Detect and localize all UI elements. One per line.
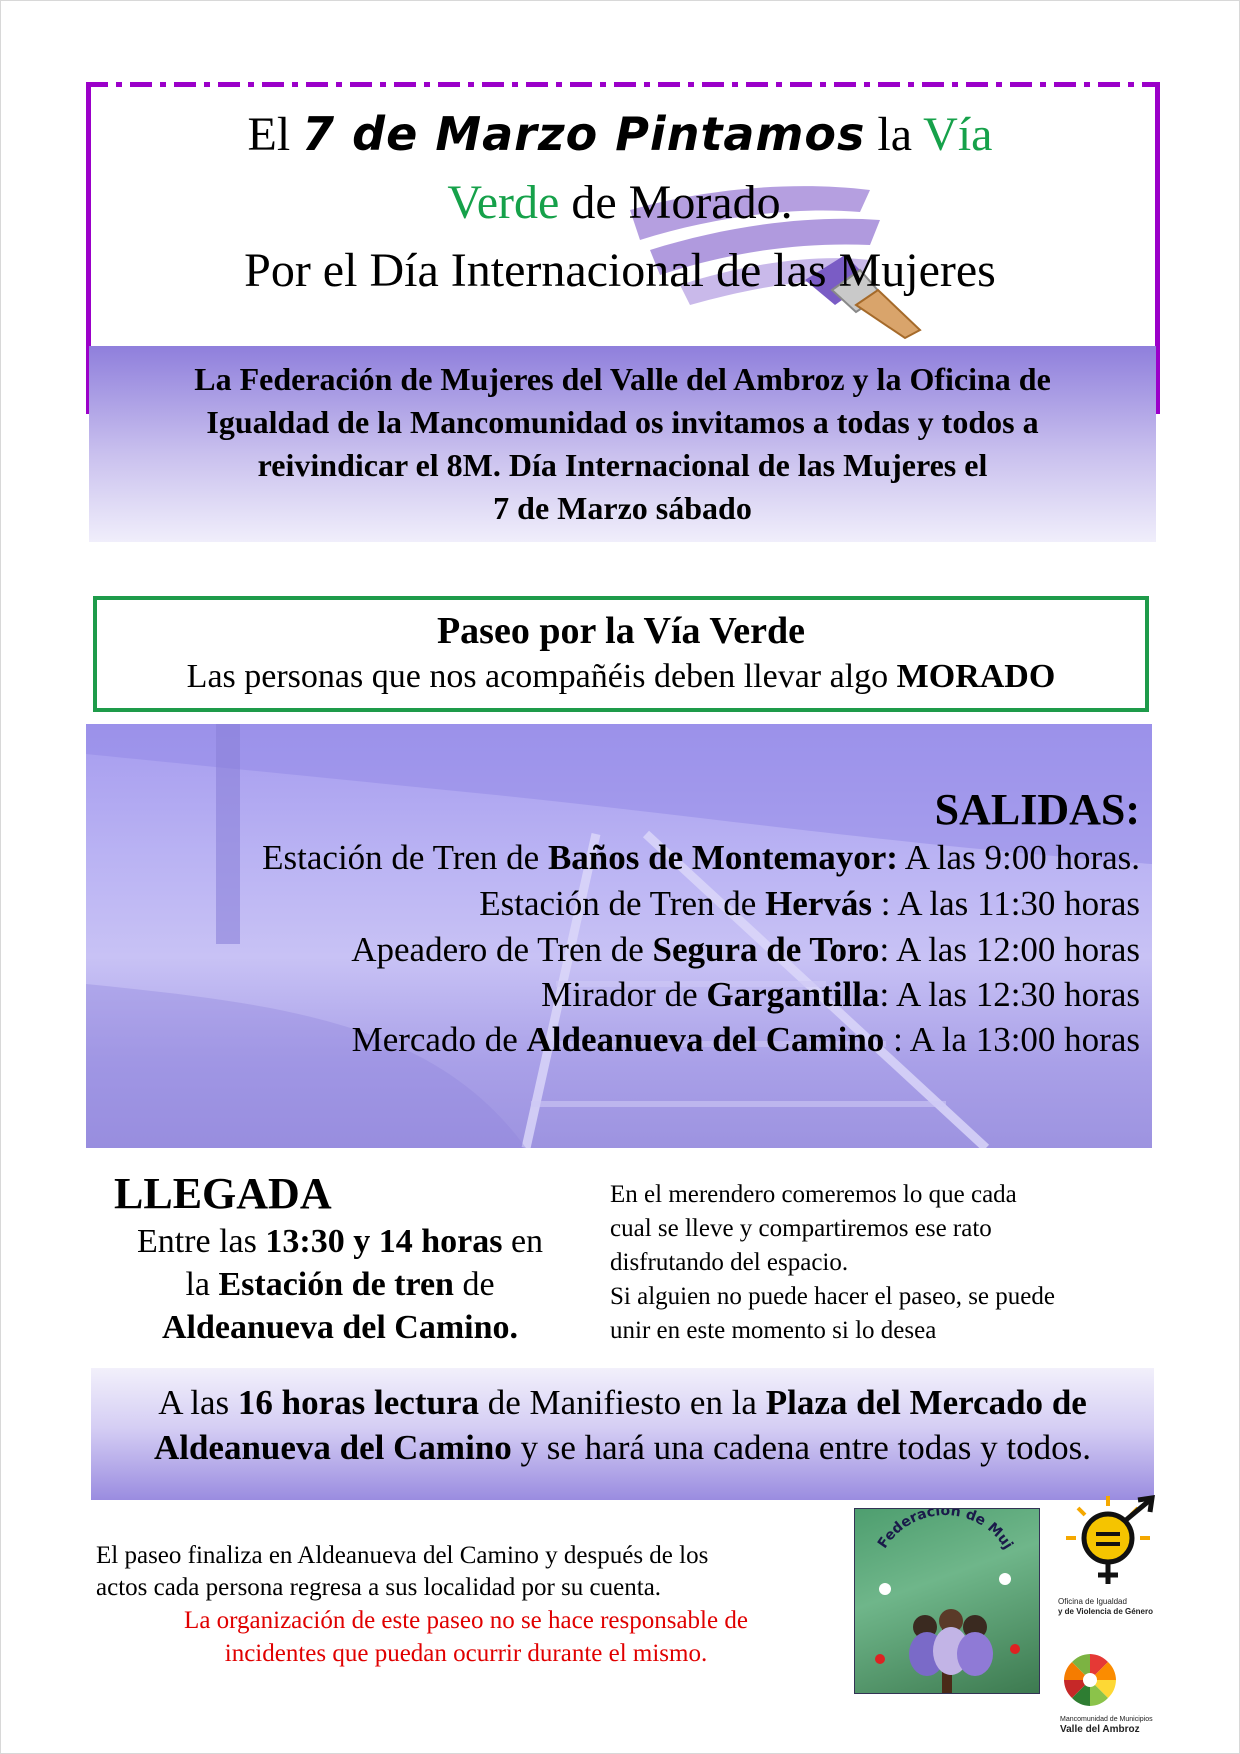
page-title: [90, 100, 1150, 305]
salida-item: Estación de Tren de Hervás : A las 11:30 horas: [479, 884, 1140, 923]
svg-text:Federación de Mujeres del Vall: Federación de Muj: [874, 1509, 1016, 1553]
title-line-2: Verde de Morado.: [447, 176, 793, 229]
intro-text: La Federación de Mujeres del Valle del Ambroz y la Oficina de Igualdad de la Mancomunidad os invitamos a todas y todos a reivindicar el 8M. Día Internacional de las Mujeres el 7 de Marzo sábado: [194, 361, 1051, 526]
llegada-title: LLEGADA: [114, 1169, 332, 1218]
mancomunidad-logo: [1060, 1650, 1170, 1750]
oficina-igualdad-caption: Oficina de Igualdad y de Violencia de Género: [1058, 1597, 1153, 1616]
salida-item: Apeadero de Tren de Segura de Toro: A las 12:00 horas: [351, 930, 1140, 969]
paseo-subtitle: Las personas que nos acompañéis deben llevar algo MORADO: [186, 658, 1056, 695]
lectura-text: A las 16 horas lectura de Manifiesto en la Plaza del Mercado de Aldeanueva del Camino y se hará una cadena entre todas y todos.: [153, 1383, 1092, 1467]
salidas-title: SALIDAS:: [934, 785, 1140, 834]
llegada-text: Entre las 13:30 y 14 horas en la Estación de tren de Aldeanueva del Camino.: [136, 1223, 544, 1346]
salida-item: Mirador de Gargantilla: A las 12:30 horas: [541, 975, 1140, 1014]
mancomunidad-caption: Mancomunidad de Municipios Valle del Ambroz: [1060, 1716, 1153, 1735]
final-note: El paseo finaliza en Aldeanueva del Camino y después de los actos cada persona regresa a sus localidad por su cuenta.: [96, 1542, 709, 1601]
oficina-igualdad-logo: [1058, 1492, 1168, 1622]
title-line-1: El 7 de Marzo Pintamos la Vía: [247, 107, 993, 161]
paseo-title: Paseo por la Vía Verde: [436, 610, 806, 652]
merendero-note: En el merendero comeremos lo que cada cual se lleve y compartiremos ese rato disfrutando del espacio. Si alguien no puede hacer el paseo, se puede unir en este momento si lo desea: [610, 1181, 1055, 1344]
title-line-3: Por el Día Internacional de las Mujeres: [244, 244, 996, 297]
gender-symbol-icon: [1058, 1492, 1168, 1592]
salida-item: Mercado de Aldeanueva del Camino : A la 13:00 horas: [351, 1020, 1140, 1059]
salida-item: Estación de Tren de Baños de Montemayor: A las 9:00 horas.: [262, 838, 1140, 877]
federacion-logo-art: [855, 1509, 1039, 1693]
mancomunidad-emblem-icon: [1060, 1650, 1120, 1710]
responsibility-warning: La organización de este paseo no se hace responsable de incidentes que puedan ocurrir durante el mismo.: [184, 1607, 748, 1667]
federacion-logo: [854, 1508, 1040, 1694]
